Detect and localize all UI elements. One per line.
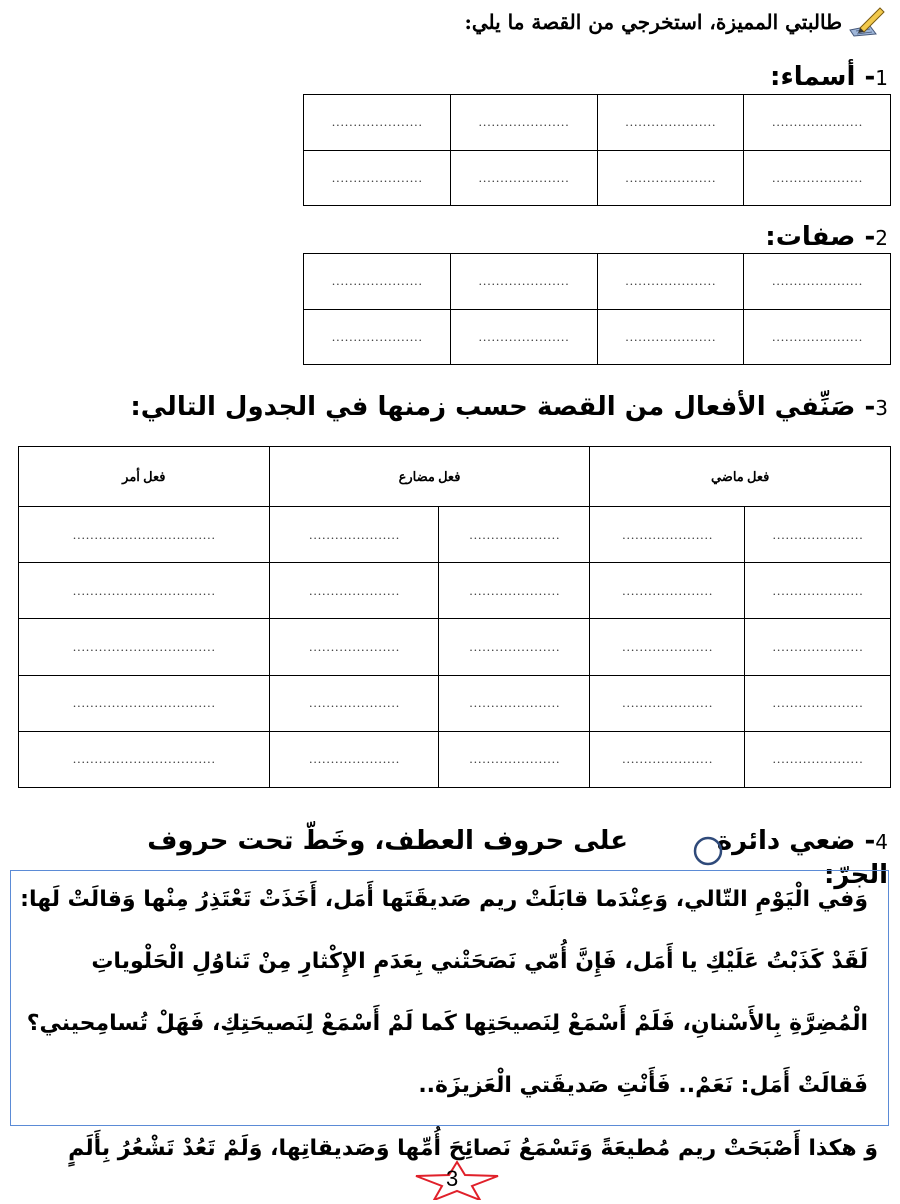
names-cell[interactable]: ………………… [304, 95, 451, 151]
story-continuation-line: وَ هكذا أَصْبَحَتْ ريم مُطيعَةً وَتَسْمَعُ نَصائِحَ أُمِّها وَصَديقاتِها، وَلَمْ تَعُدْ تَشْعُرُ بِأَلَمٍ [68, 1136, 878, 1161]
verb-cell[interactable]: …………………………… [19, 675, 270, 731]
verb-cell[interactable]: ………………… [269, 675, 439, 731]
story-line: وَفي الْيَوْمِ التّالي، وَعِنْدَما قابَلَتْ ريم صَديقَتَها أَمَل، أَخَذَتْ تَعْتَذِرُ مِنْها وَقالَتْ لَها: [20, 887, 868, 912]
story-line: فَقالَتْ أَمَل: نَعَمْ.. فَأَنْتِ صَديقَتي الْعَزيزَة.. [418, 1073, 868, 1098]
section-adjectives-title: 2- صفات: [765, 222, 888, 252]
verb-cell[interactable]: ………………… [745, 507, 891, 563]
section-circle-title-b: على حروف العطف، وخَطّ تحت حروف [147, 826, 628, 856]
header-imperative: فعل أمر [19, 447, 270, 507]
section-circle-title-a: 4- ضعي دائرة [716, 826, 888, 856]
verb-cell[interactable]: ………………… [439, 563, 590, 619]
verb-cell[interactable]: ………………… [745, 675, 891, 731]
verb-cell[interactable]: ………………… [269, 619, 439, 675]
verb-cell[interactable]: ………………… [439, 731, 590, 787]
circle-icon [692, 835, 724, 867]
story-line: لَقَدْ كَذَبْتُ عَلَيْكِ يا أَمَل، فَإِنَّ أُمّي نَصَحَتْني بِعَدَمِ الإِكْثارِ مِنْ تَناوُلِ الْحَلْوياتِ [91, 949, 868, 974]
names-cell[interactable]: ………………… [450, 150, 597, 206]
header-past: فعل ماضي [590, 447, 891, 507]
adjectives-cell[interactable]: ………………… [304, 254, 451, 310]
verb-cell[interactable]: ………………… [745, 731, 891, 787]
verb-cell[interactable]: ………………… [745, 619, 891, 675]
page-number: 3 [446, 1166, 459, 1191]
adjectives-cell[interactable]: ………………… [744, 254, 891, 310]
names-cell[interactable]: ………………… [744, 150, 891, 206]
verb-cell[interactable]: ………………… [439, 619, 590, 675]
verbs-table [18, 446, 891, 788]
adjectives-cell[interactable]: ………………… [744, 309, 891, 365]
verb-cell[interactable]: ………………… [590, 563, 745, 619]
adjectives-cell[interactable]: ………………… [450, 309, 597, 365]
verb-cell[interactable]: ………………… [269, 563, 439, 619]
verb-cell[interactable]: ………………… [269, 731, 439, 787]
adjectives-cell[interactable]: ………………… [597, 254, 744, 310]
story-line: الْمُضِرَّةِ بِالأَسْنانِ، فَلَمْ أَسْمَعْ لِنَصيحَتِها كَما لَمْ أَسْمَعْ لِنَصيحَتِكِ، فَهَلْ تُسامِحيني؟ [26, 1011, 868, 1036]
section-circle-title-c: الجرّ: [824, 860, 888, 890]
verb-cell[interactable]: …………………………… [19, 731, 270, 787]
adjectives-cell[interactable]: ………………… [597, 309, 744, 365]
verb-cell[interactable]: ………………… [590, 619, 745, 675]
pencil-icon [846, 4, 886, 38]
names-cell[interactable]: ………………… [597, 150, 744, 206]
adjectives-table [303, 253, 891, 365]
verb-cell[interactable]: …………………………… [19, 563, 270, 619]
names-table [303, 94, 891, 206]
verb-cell[interactable]: ………………… [745, 563, 891, 619]
section-verbs-title: 3- صَنِّفي الأفعال من القصة حسب زمنها في الجدول التالي: [130, 392, 888, 422]
story-box [10, 870, 889, 1126]
names-cell[interactable]: ………………… [597, 95, 744, 151]
names-cell[interactable]: ………………… [304, 150, 451, 206]
verb-cell[interactable]: …………………………… [19, 507, 270, 563]
verb-cell[interactable]: ………………… [269, 507, 439, 563]
verb-cell[interactable]: …………………………… [19, 619, 270, 675]
verb-cell[interactable]: ………………… [439, 507, 590, 563]
adjectives-cell[interactable]: ………………… [450, 254, 597, 310]
adjectives-cell[interactable]: ………………… [304, 309, 451, 365]
section-names-title: 1- أسماء: [770, 62, 888, 92]
verb-cell[interactable]: ………………… [590, 731, 745, 787]
header-present: فعل مضارع [269, 447, 590, 507]
instruction-text: طالبتي المميزة، استخرجي من القصة ما يلي: [464, 10, 842, 34]
verb-cell[interactable]: ………………… [590, 675, 745, 731]
names-cell[interactable]: ………………… [450, 95, 597, 151]
names-cell[interactable]: ………………… [744, 95, 891, 151]
verb-cell[interactable]: ………………… [439, 675, 590, 731]
verb-cell[interactable]: ………………… [590, 507, 745, 563]
